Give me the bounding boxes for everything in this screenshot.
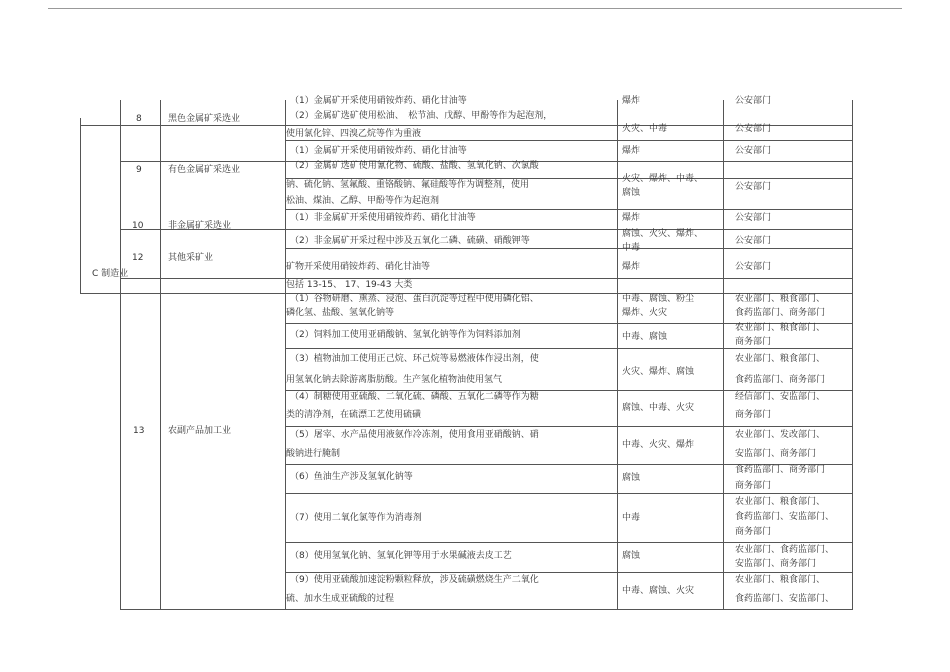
industry-name: 有色金属矿采选业 (168, 165, 241, 175)
process-desc: 磷化氢、盐酸、氢氧化钠等 (286, 308, 395, 318)
category-label: C 制造业 (92, 269, 129, 279)
row-line (285, 390, 852, 391)
regulator-dept: 农业部门、粮食部门、 (735, 323, 826, 333)
regulator-dept: 公安部门 (735, 262, 772, 272)
table-bottom-line (120, 609, 852, 610)
hazard-type: 腐蚀 (622, 551, 641, 561)
regulator-dept: 食药监部门、安监部门、 (735, 594, 835, 604)
regulator-dept: 农业部门、食药监部门、 (735, 545, 835, 555)
regulator-dept: 商务部门 (735, 527, 772, 537)
hazard-type: 火灾、爆炸、中毒、 (622, 174, 704, 184)
process-desc: 类的清净剂，在硫漂工艺使用硫磺 (286, 410, 422, 420)
hazard-type: 中毒、腐蚀、火灾 (622, 586, 695, 596)
industry-name: 黑色金属矿采选业 (168, 114, 241, 124)
hazard-type: 中毒、腐蚀 (622, 332, 668, 342)
hazard-type: 中毒、腐蚀、粉尘 (622, 294, 695, 304)
hazard-type: 腐蚀、火灾、爆炸、 (622, 229, 704, 239)
process-desc: （1）谷物研磨、熏蒸、浸泡、蛋白沉淀等过程中使用磷化铝、 (290, 294, 539, 304)
process-desc: （5）屠宰、水产品使用液氨作冷冻剂，使用食用亚硝酸钠、硝 (290, 430, 539, 440)
row-num: 8 (136, 114, 142, 124)
row-line (120, 278, 852, 279)
regulator-dept: 公安部门 (735, 124, 772, 134)
row-num: 10 (132, 221, 144, 231)
table-border-num-left (120, 100, 121, 610)
row-line (285, 493, 852, 494)
regulator-dept: 商务部门 (735, 481, 772, 491)
process-desc: （1）金属矿开采使用硝铵炸药、硝化甘油等 (290, 96, 467, 106)
process-desc: 钠、硫化钠、氢氟酸、重铬酸钠、氟硅酸等作为调整剂，使用 (286, 180, 530, 190)
process-desc: （2）金属矿选矿使用松油、 松节油、戊醇、甲酚等作为起泡剂， (290, 111, 553, 121)
regulator-dept: 食药监部门、商务部门 (735, 465, 826, 475)
hazard-type: 爆炸 (622, 213, 641, 223)
hazard-type: 中毒 (622, 243, 641, 253)
row-num: 9 (136, 165, 142, 175)
process-desc: （1）非金属矿开采使用硝铵炸药、硝化甘油等 (290, 213, 476, 223)
header-rule (48, 8, 902, 9)
table-border-right (852, 100, 853, 610)
process-desc: （6）鱼油生产涉及氢氧化钠等 (290, 472, 413, 482)
row-num: 13 (133, 426, 145, 436)
process-desc: （9）使用亚硫酸加速淀粉颗粒释放，涉及硫磺燃烧生产二氧化 (290, 575, 539, 585)
process-desc: （2）饲料加工使用亚硝酸钠、氢氧化钠等作为饲料添加剂 (290, 330, 521, 340)
category-note: 包括 13-15、 17、19-43 大类 (286, 280, 413, 290)
process-desc: 硫、加水生成亚硫酸的过程 (286, 594, 395, 604)
hazard-type: 火灾、爆炸、腐蚀 (622, 367, 695, 377)
hazard-type: 腐蚀 (622, 473, 641, 483)
table-border-left (80, 118, 81, 294)
regulator-dept: 公安部门 (735, 236, 772, 246)
regulator-dept: 安监部门、商务部门 (735, 449, 817, 459)
regulator-dept: 公安部门 (735, 146, 772, 156)
table-border-industry-right (285, 100, 286, 610)
row-line (285, 542, 852, 543)
hazard-type: 腐蚀 (622, 188, 641, 198)
row-line (285, 140, 852, 141)
regulator-dept: 农业部门、粮食部门、 (735, 354, 826, 364)
hazard-type: 爆炸 (622, 146, 641, 156)
regulator-dept: 安监部门、商务部门 (735, 559, 817, 569)
row-line (285, 248, 852, 249)
row-line (285, 426, 852, 427)
regulator-dept: 食药监部门、安监部门、 (735, 512, 835, 522)
regulator-dept: 公安部门 (735, 182, 772, 192)
regulator-dept: 农业部门、粮食部门、 (735, 294, 826, 304)
regulator-dept: 食药监部门、商务部门 (735, 308, 826, 318)
process-desc: （3）植物油加工使用正己烷、环己烷等易燃液体作浸出剂，使 (290, 354, 539, 364)
process-desc: 松油、煤油、乙醇、甲酚等作为起泡剂 (286, 196, 440, 206)
row-num: 12 (132, 253, 144, 263)
regulator-dept: 农业部门、发改部门、 (735, 430, 826, 440)
regulator-dept: 公安部门 (735, 213, 772, 223)
process-desc: （2）非金属矿开采过程中涉及五氧化二磷、硫磺、硝酸钾等 (290, 236, 530, 246)
process-desc: （1）金属矿开采使用硝铵炸药、硝化甘油等 (290, 146, 467, 156)
process-desc: （7）使用二氧化氯等作为消毒剂 (290, 513, 422, 523)
hazard-type: 中毒、火灾、爆炸 (622, 440, 695, 450)
table-border-hazard-right (723, 100, 724, 610)
process-desc: 用氢氧化钠去除游离脂肪酸。生产氢化植物油使用氢气 (286, 375, 503, 385)
row-line (285, 209, 852, 210)
industry-name: 农副产品加工业 (168, 426, 232, 436)
regulator-dept: 商务部门 (735, 410, 772, 420)
process-desc: （2）金属矿选矿使用氰化物、硫酸、盐酸、氢氧化钠、次氯酸 (290, 161, 539, 171)
regulator-dept: 商务部门 (735, 337, 772, 347)
regulator-dept: 经信部门、安监部门、 (735, 392, 826, 402)
regulator-dept: 公安部门 (735, 96, 772, 106)
row-line (285, 178, 852, 179)
table-border-desc-right (617, 100, 618, 610)
row-line (285, 348, 852, 349)
hazard-type: 爆炸 (622, 262, 641, 272)
process-desc: （8）使用氢氧化钠、氢氧化钾等用于水果碱液去皮工艺 (290, 551, 512, 561)
table-border-num-right (160, 100, 161, 610)
hazard-type: 火灾、中毒 (622, 124, 668, 134)
hazard-type: 腐蚀、中毒、火灾 (622, 403, 695, 413)
hazard-type: 爆炸 (622, 96, 641, 106)
process-desc: 矿物开采使用硝铵炸药、硝化甘油等 (286, 262, 431, 272)
hazard-type: 中毒 (622, 513, 641, 523)
industry-name: 其他采矿业 (168, 253, 214, 263)
row-line (285, 572, 852, 573)
regulator-dept: 农业部门、粮食部门、 (735, 497, 826, 507)
regulator-dept: 食药监部门、商务部门 (735, 375, 826, 385)
regulator-dept: 农业部门、粮食部门、 (735, 575, 826, 585)
process-desc: 使用氯化锌、四溴乙烷等作为重液 (286, 129, 422, 139)
process-desc: （4）制糖使用亚硫酸、二氧化硫、磷酸、五氧化二磷等作为糖 (290, 392, 539, 402)
hazard-type: 爆炸、火灾 (622, 308, 668, 318)
industry-name: 非金属矿采选业 (168, 221, 232, 231)
process-desc: 酸钠进行腌制 (286, 449, 341, 459)
